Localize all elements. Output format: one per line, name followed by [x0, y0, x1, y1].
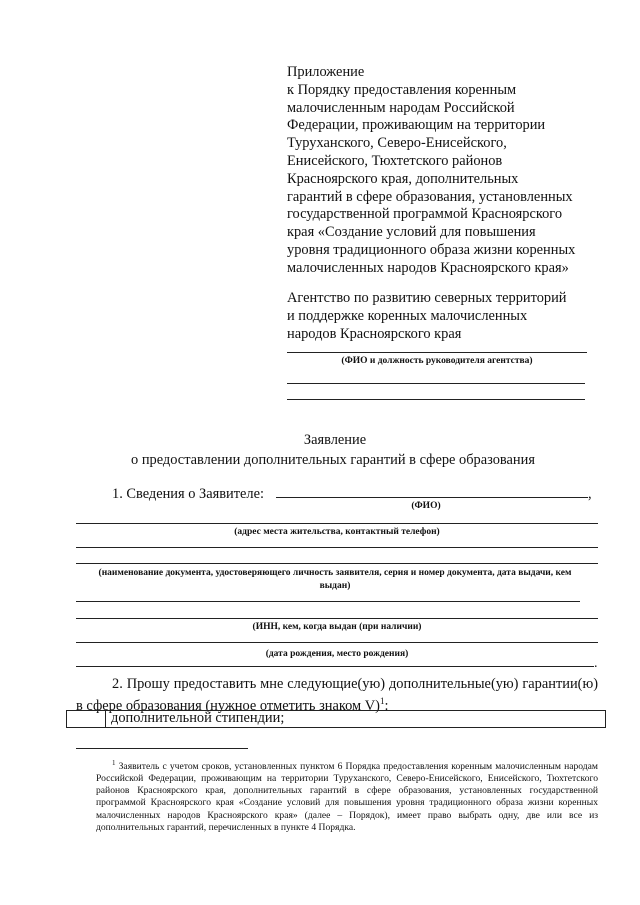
agency-name: Агентство по развитию северных территорий и поддержке коренных малочисленных народов Красноярского края — [287, 290, 567, 342]
footnote-separator — [76, 748, 248, 749]
agency-head-line[interactable] — [287, 352, 587, 353]
section1-label: 1. Сведения о Заявителе: — [112, 486, 264, 502]
birth-period: . — [594, 656, 598, 671]
address-line-2[interactable] — [76, 547, 598, 548]
agency-extra-line-2[interactable] — [287, 399, 585, 400]
agency-extra-line-1[interactable] — [287, 383, 585, 384]
option-label: дополнительной стипендии; — [111, 710, 285, 726]
document-line[interactable] — [76, 563, 598, 564]
section2-request — [76, 676, 598, 715]
inn-line-2[interactable] — [76, 642, 598, 643]
fio-line[interactable] — [276, 497, 588, 498]
agency-head-caption: (ФИО и должность руководителя агентства) — [341, 356, 533, 366]
option-checkbox[interactable] — [67, 711, 106, 727]
footnote-text: Заявитель с учетом сроков, установленных пунктом 6 Порядка предоставления коренным малочисленным народам Российской Федерации, проживающим на территории Туруханского, Северо-Енисейского, Енисейского, Тюхтетского районов Красноярского края, дополнительных гарантий в сфере образования, установленных государственной программой Красноярского края «Создание условий для повышения уровня традиционного образа жизни коренных малочисленных народов Красноярского края» (далее – Порядок), имеет право выбрать одну, две или все из дополнительных гарантий, перечисленных в пункте 4 Порядка. — [96, 761, 598, 833]
inn-caption: (ИНН, кем, когда выдан (при наличии) — [252, 622, 422, 632]
address-line[interactable] — [76, 523, 598, 524]
section2-text: 2. Прошу предоставить мне следующие(ую) дополнительные(ую) гарантии(ю) в сфере образования (нужное отметить знаком V) — [76, 676, 598, 714]
document-subtitle: о предоставлении дополнительных гарантий в сфере образования — [131, 452, 535, 468]
fio-comma: , — [588, 486, 592, 502]
appendix-header: Приложение к Порядку предоставления коренным малочисленным народам Российской Федерации, проживающим на территории Туруханского, Северо-Енисейского, Енисейского, Тюхтетского районов Красноярского края, дополнительных гарантий в сфере образования, установленных государственной программой Красноярского края «Создание условий для повышения уровня традиционного образа жизни коренных малочисленных народов Красноярского края» — [287, 64, 576, 276]
inn-line[interactable] — [76, 618, 598, 619]
document-caption: (наименование документа, удостоверяющего личность заявителя, серия и номер документа, дата выдачи, кем выдан) — [98, 568, 572, 591]
fio-caption: (ФИО) — [411, 501, 441, 511]
footnote-number: 1 — [112, 759, 116, 767]
birth-line[interactable] — [76, 666, 594, 667]
footnote — [96, 757, 598, 834]
footnote-ref: 1 — [379, 696, 385, 706]
document-line-2[interactable] — [76, 601, 580, 602]
address-caption: (адрес места жительства, контактный телефон) — [234, 527, 440, 537]
birth-caption: (дата рождения, место рождения) — [265, 649, 409, 659]
document-title: Заявление — [303, 432, 367, 448]
option-row — [66, 710, 606, 728]
section2-colon: : — [384, 697, 389, 714]
